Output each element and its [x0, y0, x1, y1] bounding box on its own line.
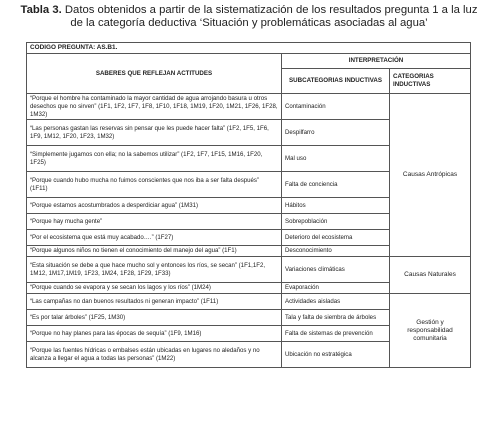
subcategory-cell: Falta de conciencia — [282, 172, 390, 198]
saber-cell: “Porque el hombre ha contaminado la mayor cantidad de agua arrojando basura u otros desechos que no sirven” (1F1, 1F2, 1F7, 1F8, 1F10, 1F18, 1M19, 1F20, 1M21, 1F26, 1F28, 1M32) — [27, 94, 282, 120]
saber-cell: “Simplemente jugamos con ella; no la sabemos utilizar” (1F2, 1F7, 1F15, 1M16, 1F20, 1F25) — [27, 146, 282, 172]
subcategory-cell: Variaciones climáticas — [282, 257, 390, 283]
subcategory-cell: Deterioro del ecosistema — [282, 230, 390, 246]
saber-cell: “Por el ecosistema que está muy acabado….” (1F27) — [27, 230, 282, 246]
header-saberes: SABERES QUE REFLEJAN ACTITUDES — [27, 54, 282, 94]
subcategory-cell: Desconocimiento — [282, 246, 390, 257]
header-row-1 — [27, 54, 471, 69]
header-interpretacion: INTERPRETACIÓN — [282, 54, 471, 69]
saber-cell: “Las campañas no dan buenos resultados ni generan impacto” (1F11) — [27, 294, 282, 310]
saber-cell: “Porque no hay planes para las épocas de sequía” (1F9, 1M16) — [27, 326, 282, 342]
saber-cell: “Porque estamos acostumbrados a desperdiciar agua” (1M31) — [27, 198, 282, 214]
subcategory-cell: Actividades aisladas — [282, 294, 390, 310]
subcategory-cell: Despilfarro — [282, 120, 390, 146]
subcategory-cell: Hábitos — [282, 198, 390, 214]
table-row — [27, 94, 471, 120]
subcategory-cell: Ubicación no estratégica — [282, 342, 390, 368]
caption-text: Datos obtenidos a partir de la sistematización de los resultados pregunta 1 a la luz de la categoría deductiva ‘Situación y problemáticas asociadas al agua’ — [61, 4, 478, 29]
category-antropicas: Causas Antrópicas — [390, 94, 471, 257]
header-subcategorias: SUBCATEGORIAS INDUCTIVAS — [282, 69, 390, 94]
saber-cell: “Las personas gastan las reservas sin pensar que les puede hacer falta” (1F2, 1F5, 1F6, 1F9, 1M12, 1F20, 1F23, 1M32) — [27, 120, 282, 146]
caption-label: Tabla 3. — [20, 4, 62, 16]
subcategory-cell: Sobrepoblación — [282, 214, 390, 230]
table-row — [27, 294, 471, 310]
saber-cell: “Es por talar árboles” (1F25, 1M30) — [27, 310, 282, 326]
saber-cell: “Porque algunos niños no tienen el conocimiento del manejo del agua” (1F1) — [27, 246, 282, 257]
subcategory-cell: Falta de sistemas de prevención — [282, 326, 390, 342]
saber-cell: “Porque las fuentes hídricas o embalses están ubicadas en lugares no aledaños y no alcanza a llegar el agua a todas las personas” (1M22) — [27, 342, 282, 368]
subcategory-cell: Contaminación — [282, 94, 390, 120]
subcategory-cell: Tala y falta de siembra de árboles — [282, 310, 390, 326]
results-table — [26, 42, 471, 368]
saber-cell: “Porque hay mucha gente” — [27, 214, 282, 230]
category-naturales: Causas Naturales — [390, 257, 471, 294]
code-row — [27, 43, 471, 54]
category-gestion: Gestión y responsabilidad comunitaria — [390, 294, 471, 368]
saber-cell: “Esta situación se debe a que hace mucho sol y entonces los ríos, se secan” (1F1,1F2, 1M12, 1M17,1M19, 1F23, 1M24, 1F28, 1F29, 1F33) — [27, 257, 282, 283]
table-caption — [18, 4, 480, 30]
header-categorias: CATEGORIAS INDUCTIVAS — [390, 69, 471, 94]
subcategory-cell: Evaporación — [282, 283, 390, 294]
subcategory-cell: Mal uso — [282, 146, 390, 172]
table-row — [27, 257, 471, 283]
saber-cell: “Porque cuando se evapora y se secan los lagos y los ríos” (1M24) — [27, 283, 282, 294]
saber-cell: “Porque cuando hubo mucha no fuimos conscientes que nos iba a ser falta después” (1F11) — [27, 172, 282, 198]
question-code: CODIGO PREGUNTA: AS.B1. — [27, 43, 471, 54]
